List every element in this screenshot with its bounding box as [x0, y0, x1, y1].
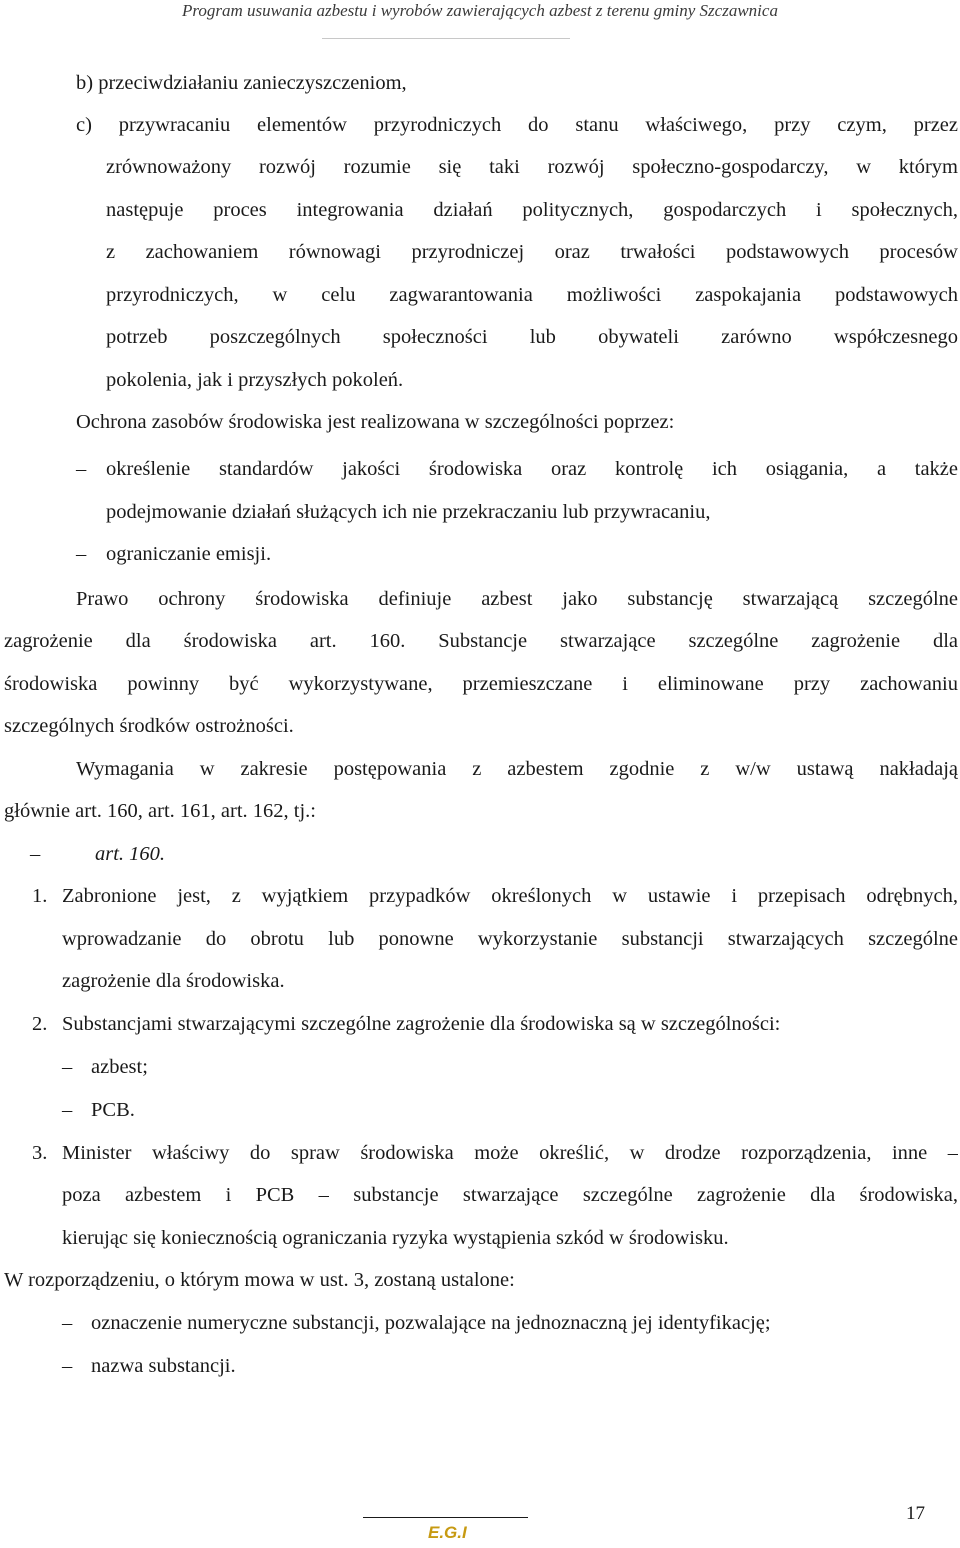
law-paragraph-line: szczególnych środków ostrożności.: [4, 715, 294, 737]
protection-item-line: podejmowanie działań służących ich nie przekraczaniu lub przywracaniu,: [106, 501, 711, 523]
bullet-dash: –: [76, 543, 87, 565]
point-3-line: Minister właściwy do spraw środowiska może określić, w drodze rozporządzenia, inne –: [62, 1142, 958, 1164]
point-2-text: Substancjami stwarzającymi szczególne zagrożenie dla środowiska są w szczególności:: [62, 1013, 781, 1035]
list-item-c-line: potrzeb poszczególnych społeczności lub obywateli zarówno współczesnego: [106, 326, 958, 348]
list-item-c-line: przyrodniczych, w celu zagwarantowania możliwości zaspokajania podstawowych: [106, 284, 958, 306]
bullet-dash: –: [62, 1056, 73, 1078]
page-number: 17: [906, 1503, 925, 1524]
bullet-dash: –: [76, 458, 87, 480]
list-item-c-line: c) przywracaniu elementów przyrodniczych do stanu właściwego, przy czym, przez: [76, 114, 958, 136]
protection-item-2: ograniczanie emisji.: [106, 543, 272, 565]
point-3-line: poza azbestem i PCB – substancje stwarzające szczególne zagrożenie dla środowiska,: [62, 1184, 958, 1206]
header-title: Program usuwania azbestu i wyrobów zawierających azbest z terenu gminy Szczawnica: [182, 1, 778, 20]
bullet-dash: –: [62, 1099, 73, 1121]
regulation-item: nazwa substancji.: [91, 1355, 236, 1377]
article-heading: art. 160.: [95, 843, 166, 865]
point-2-item: azbest;: [91, 1056, 148, 1078]
requirements-line: Wymagania w zakresie postępowania z azbestem zgodnie z w/w ustawą nakładają: [76, 758, 958, 780]
regulation-item: oznaczenie numeryczne substancji, pozwalające na jednoznaczną jej identyfikację;: [91, 1312, 771, 1334]
list-item-c-line: zrównoważony rozwój rozumie się taki rozwój społeczno-gospodarczy, w którym: [106, 156, 958, 178]
list-item-c-line: następuje proces integrowania działań politycznych, gospodarczych i społecznych,: [106, 199, 958, 221]
footer-divider: [363, 1517, 528, 1518]
header-divider: [322, 38, 570, 39]
protection-item-line: określenie standardów jakości środowiska oraz kontrolę ich osiągania, a także: [106, 458, 958, 480]
page-header: [0, 0, 960, 22]
bullet-dash: –: [62, 1312, 73, 1334]
law-paragraph-line: środowiska powinny być wykorzystywane, przemieszczane i eliminowane przy zachowaniu: [4, 673, 958, 695]
footer-company: E.G.I: [428, 1523, 467, 1542]
point-2-item: PCB.: [91, 1099, 135, 1121]
protection-intro: Ochrona zasobów środowiska jest realizowana w szczególności poprzez:: [76, 411, 675, 433]
point-1-line: Zabronione jest, z wyjątkiem przypadków określonych w ustawie i przepisach odrębnych,: [62, 885, 958, 907]
point-3-line: kierując się koniecznością ograniczania ryzyka wystąpienia szkód w środowisku.: [62, 1227, 729, 1249]
point-number: 2.: [32, 1013, 48, 1035]
point-number: 1.: [32, 885, 48, 907]
point-number: 3.: [32, 1142, 48, 1164]
law-paragraph-line: zagrożenie dla środowiska art. 160. Substancje stwarzające szczególne zagrożenie dla: [4, 630, 958, 652]
point-1-line: zagrożenie dla środowiska.: [62, 970, 285, 992]
regulation-intro: W rozporządzeniu, o którym mowa w ust. 3, zostaną ustalone:: [4, 1269, 515, 1291]
bullet-dash: –: [62, 1355, 73, 1377]
list-item-c-line: pokolenia, jak i przyszłych pokoleń.: [106, 369, 404, 391]
point-1-line: wprowadzanie do obrotu lub ponowne wykorzystanie substancji stwarzających szczególne: [62, 928, 958, 950]
list-item-c-line: z zachowaniem równowagi przyrodniczej oraz trwałości podstawowych procesów: [106, 241, 958, 263]
requirements-line: głównie art. 160, art. 161, art. 162, tj.:: [4, 800, 316, 822]
law-paragraph-line: Prawo ochrony środowiska definiuje azbest jako substancję stwarzającą szczególne: [76, 588, 958, 610]
list-item-b: b) przeciwdziałaniu zanieczyszczeniom,: [76, 72, 407, 94]
bullet-dash: –: [30, 843, 41, 865]
